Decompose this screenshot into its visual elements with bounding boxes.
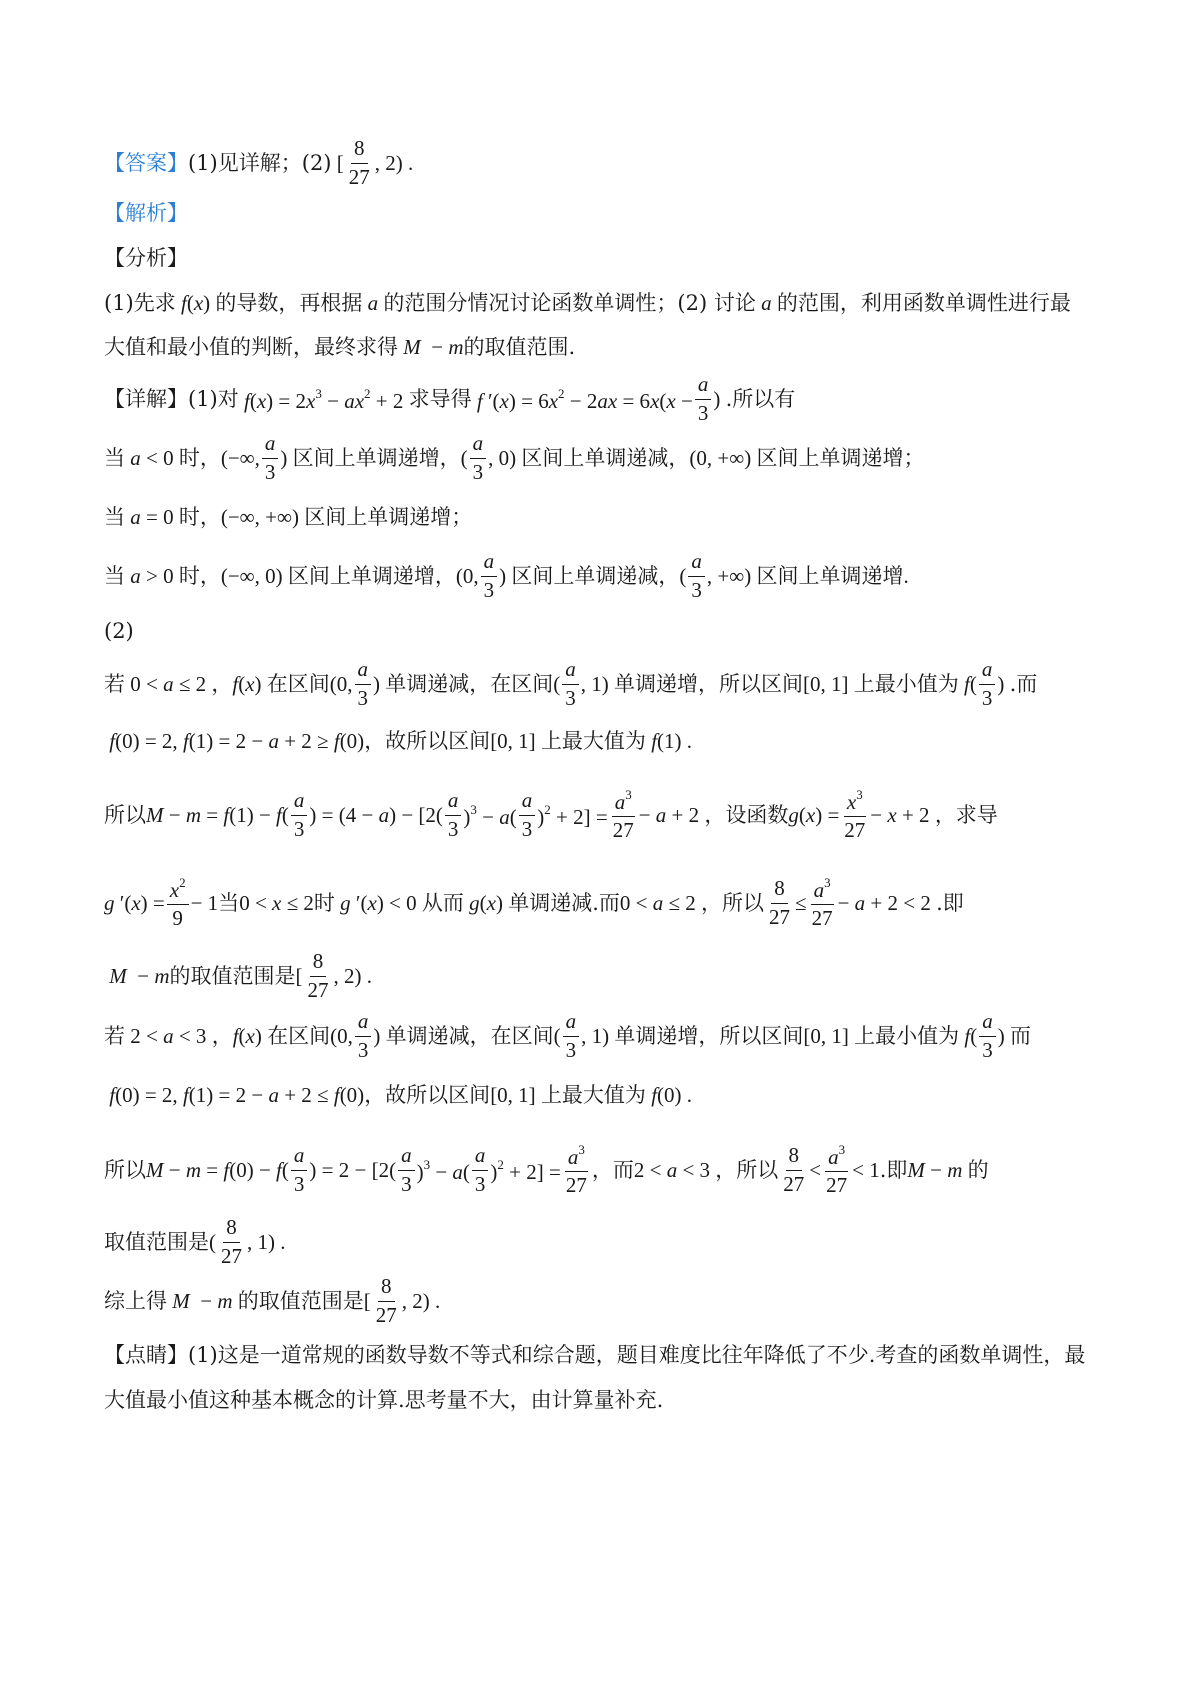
fraction: $\frac{x^2}{9}$ [167, 876, 189, 930]
fraction: $\frac{a}{3}$ [445, 789, 462, 840]
fraction: $\frac{a}{3}$ [472, 1144, 489, 1195]
fraction: $\frac{8}{27}$ [769, 876, 791, 929]
fraction: $\frac{a}{3}$ [262, 432, 279, 483]
case-a-positive: 当 a > 0 时， (−∞, 0) 区间上单调递增 ， (0, $\frac{a}{3}$ ) 区间上单调递减 ， ( $\frac{a}{3}$ , +∞) 区间上单调递增 . [104, 549, 909, 602]
case-2-3-line-2: f(0) = 2, f(1) = 2 − a + 2 ≤ f(0) ，故所以区间 [0, 1] 上最大值为 f(0) . [109, 1082, 693, 1107]
fraction: $\frac{8}{27}$ [307, 949, 329, 1002]
fraction: $\frac{a}{3}$ [979, 1010, 996, 1061]
answer-text-part1: (1)见详解；(2) [188, 150, 332, 175]
fraction: $\frac{a}{3}$ [695, 373, 712, 424]
part2-label: (2) [104, 618, 134, 643]
analysis-label: 【解析】 [104, 200, 188, 225]
fraction: $\frac{a}{3}$ [979, 658, 996, 709]
xiangjie-line: 【详解】 (1)对 $f(x) = 2x^3 - ax^2 + 2$ 求导得 f $'(x) = 6x^2 - 2ax = 6x(x$ − $\frac{a}{3}$ ) .所以有 [104, 372, 796, 425]
analysis-heading [104, 188, 1110, 238]
fraction: $\frac{a^3}{27}$ [565, 1141, 587, 1197]
case-0-2-result: M − m 的取值范围是 [ $\frac{8}{27}$ , 2) . [109, 949, 373, 1002]
fraction: $\frac{a^3}{27}$ [811, 874, 833, 930]
case-2-3-line-3: 所以 M − m = f(0) − f( $\frac{a}{3}$ ) = 2 − [2( $\frac{a}{3}$ )$^3$ − a( $\frac{a}{3}$ )$^2$ + 2] = $\frac{a^3}{27}$ ，而 2 < a < 3 ，所以 $\frac{8}{27}$ < $\frac{a^3}{27}$ < 1 .即 M − m 的 [104, 1141, 989, 1197]
fraction: $\frac{a}{3}$ [519, 789, 536, 840]
conclusion-line: 综上得 M − m 的取值范围是 [ $\frac{8}{27}$ , 2) . [104, 1274, 441, 1327]
dianjing-label: 【点睛】 [104, 1342, 188, 1367]
case-0-2-line-1: 若 0 < a ≤ 2 ， f(x) 在区间 (0, $\frac{a}{3}$ ) 单调递减，在区间 ( $\frac{a}{3}$ , 1) 单调递增，所以区间 [0, 1] 上最小值为 f( $\frac{a}{3}$ ) .而 [104, 657, 1038, 710]
fenxi-line-1: (1)先求 f(x) 的导数，再根据 a 的范围分情况讨论函数单调性；(2) 讨论 a 的范围，利用函数单调性进行最 [104, 290, 1071, 315]
fraction: $\frac{a}{3}$ [688, 550, 705, 601]
fenxi-label: 【分析】 [104, 245, 188, 270]
fraction: $\frac{a}{3}$ [291, 789, 308, 840]
fraction: $\frac{a}{3}$ [481, 550, 498, 601]
fraction: $\frac{8}{27}$ [375, 1274, 397, 1327]
fraction: $\frac{a^3}{27}$ [826, 1141, 848, 1197]
fraction: $\frac{a}{3}$ [563, 1010, 580, 1061]
case-0-2-line-4: g ′(x) = $\frac{x^2}{9}$ − 1 当 0 < x ≤ 2 时 g ′(x) < 0 从而 g(x) 单调递减.而 0 < a ≤ 2 ，所以 $\frac{8}{27}$ ≤ $\frac{a^3}{27}$ − a + 2 < 2 .即 [104, 874, 964, 930]
fraction: $\frac{a}{3}$ [355, 658, 372, 709]
fraction: $\frac{a}{3}$ [355, 1010, 372, 1061]
xiangjie-label: 【详解】 [104, 386, 188, 411]
answer-label: 【答案】 [104, 150, 188, 175]
fraction: $\frac{x^3}{27}$ [844, 786, 866, 842]
dianjing-line-2: 大值最小值这种基本概念的计算.思考量不大，由计算量补充. [104, 1387, 664, 1412]
fraction: $\frac{a}{3}$ [291, 1144, 308, 1195]
case-2-3-line-1: 若 2 < a < 3 ， f(x) 在区间 (0, $\frac{a}{3}$ ) 单调递减，在区间 ( $\frac{a}{3}$ , 1) 单调递增，所以区间 [0, 1] 上最小值为 f( $\frac{a}{3}$ ) 而 [104, 1009, 1031, 1062]
dianjing-line-1: 【点睛】 (1)这是一道常规的函数导数不等式和综合题，题目难度比往年降低了不少.考查的函数单调性，最 [104, 1342, 1086, 1367]
fraction: $\frac{a}{3}$ [470, 432, 487, 483]
case-2-3-result: 取值范围是 ( $\frac{8}{27}$ , 1) . [104, 1215, 286, 1268]
answer-line: 【答案】 (1)见详解；(2) [ $\frac{8}{27}$ , 2) . [104, 136, 414, 189]
fraction: $\frac{a^3}{27}$ [612, 786, 634, 842]
fenxi-line-2: 大值和最小值的判断，最终求得 M − m 的取值范围. [104, 334, 576, 359]
fraction: $\frac{a}{3}$ [562, 658, 579, 709]
fraction: $\frac{8}{27}$ [221, 1215, 242, 1268]
case-0-2-line-3: 所以 M − m = f(1) − f( $\frac{a}{3}$ ) = (4 − a) − [2( $\frac{a}{3}$ )$^3$ − a( $\frac{a}{3}$ )$^2$ + 2] = $\frac{a^3}{27}$ − a + 2 ，设函数 g(x) = $\frac{x^3}{27}$ − x + 2 ，求导 [104, 786, 998, 842]
fraction: $\frac{8}{27}$ [348, 136, 370, 189]
fenxi-heading [104, 233, 1110, 283]
case-a-zero: 当 a = 0 时， (−∞, +∞) 区间上单调递增 ； [104, 504, 473, 529]
fraction: $\frac{8}{27}$ [783, 1143, 805, 1196]
fraction: $\frac{a}{3}$ [398, 1144, 415, 1195]
case-0-2-line-2: f(0) = 2, f(1) = 2 − a + 2 ≥ f(0) ，故所以区间 [0, 1] 上最大值为 f(1) . [109, 728, 693, 753]
case-a-negative: 当 a < 0 时， (−∞, $\frac{a}{3}$ ) 区间上单调递增 ， ( $\frac{a}{3}$ , 0) 区间上单调递减 ， (0, +∞) 区间上单调递增 ； [104, 431, 925, 484]
